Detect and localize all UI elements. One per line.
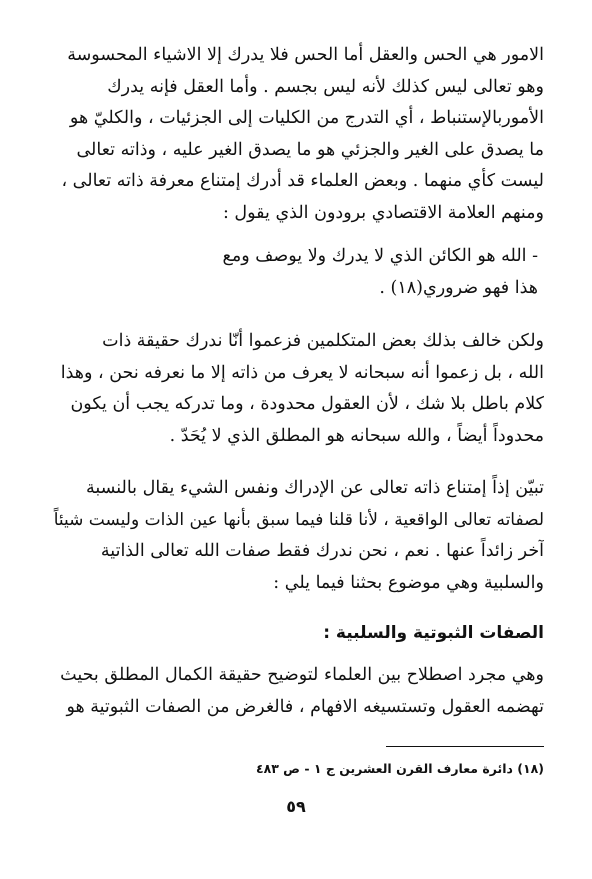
text-line: كلام باطل بلا شك ، لأن العقول محدودة ، وما تدركه يجب أن يكون bbox=[70, 394, 544, 414]
text-line: تبيّن إذاً إمتناع ذاته تعالى عن الإدراك ونفس الشيء يقال بالنسبة bbox=[85, 478, 544, 498]
paragraph-4 bbox=[44, 660, 544, 723]
text-line: ليست كأي منهما . وبعض العلماء قد أدرك إمتناع معرفة ذاته تعالى ، bbox=[61, 171, 544, 191]
footnote: (١٨) دائرة معارف القرن العشرين ج ١ - ص ٤٨٣ bbox=[255, 761, 544, 776]
text-line: ولكن خالف بذلك بعض المتكلمين فزعموا أنّا ندرك حقيقة ذات bbox=[102, 331, 544, 351]
quotation bbox=[44, 241, 544, 304]
page-number: ٥٩ bbox=[286, 797, 306, 816]
text-line: آخر زائداً عنها . نعم ، نحن ندرك فقط صفات الله تعالى الذاتية bbox=[100, 541, 544, 561]
text-line: لصفاته تعالى الواقعية ، لأنا قلنا فيما سبق بأنها عين الذات وليست شيئاً bbox=[53, 509, 544, 530]
text-line: الأموربالإستنباط ، أي التدرج من الكليات إلى الجزئيات ، والكليّ هو bbox=[69, 108, 544, 128]
paragraph-2 bbox=[44, 326, 544, 452]
paragraph-3 bbox=[44, 473, 544, 599]
text-line: وهي مجرد اصطلاح بين العلماء لتوضيح حقيقة الكمال المطلق بحيث bbox=[60, 665, 544, 685]
footnote-divider bbox=[386, 746, 544, 747]
text-line: محدوداً أيضاً ، والله سبحانه هو المطلق الذي لا يُحَدّ . bbox=[169, 425, 544, 446]
quote-line: - الله هو الكائن الذي لا يدرك ولا يوصف ومع bbox=[222, 246, 538, 266]
text-line: الامور هي الحس والعقل أما الحس فلا يدرك إلا الاشياء المحسوسة bbox=[67, 45, 544, 65]
text-line: ومنهم العلامة الاقتصادي برودون الذي يقول : bbox=[222, 202, 544, 223]
text-line: وهو تعالى ليس كذلك لأنه ليس بجسم . وأما العقل فإنه يدرك bbox=[107, 76, 544, 97]
text-line: والسلبية وهي موضوع بحثنا فيما يلي : bbox=[273, 572, 544, 593]
paragraph-1 bbox=[44, 40, 544, 229]
section-heading: الصفات الثبوتية والسلبية : bbox=[323, 623, 544, 643]
quote-line: هذا فهو ضروري(١٨) . bbox=[379, 277, 538, 298]
text-line: ما يصدق على الغير والجزئي هو ما يصدق الغير عليه ، وذاته تعالى bbox=[76, 139, 544, 160]
text-line: الله ، بل زعموا أنه سبحانه لا يعرف من ذاته إلا ما نعرفه نحن ، وهذا bbox=[60, 362, 544, 383]
text-line: تهضمه العقول وتستسيغه الافهام ، فالغرض من الصفات الثبوتية هو bbox=[66, 696, 544, 717]
